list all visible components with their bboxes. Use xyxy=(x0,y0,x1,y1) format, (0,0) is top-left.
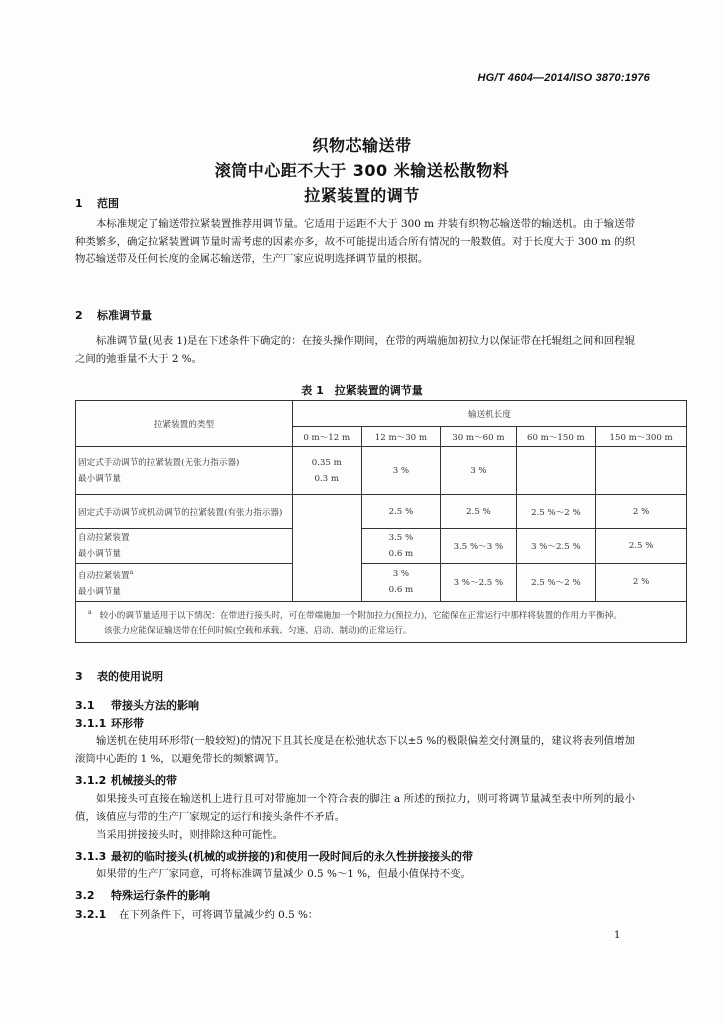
cell: 2.5 %～2 % xyxy=(516,564,596,602)
section-title: 带接头方法的影响 xyxy=(111,699,199,712)
section-title: 范围 xyxy=(97,197,119,210)
section-3-1-1-heading xyxy=(75,715,144,731)
footnote-1 xyxy=(82,605,680,624)
cell: 2.5 % xyxy=(361,495,441,529)
cell: 2.5 % xyxy=(441,495,516,529)
table-caption: 表 1 拉紧装置的调节量 xyxy=(301,384,423,397)
header-length: 输送机长度 xyxy=(292,401,686,427)
type-text: 自动拉紧装置 xyxy=(78,570,130,581)
section-title: 标准调节量 xyxy=(97,309,152,322)
section-1-heading xyxy=(75,195,119,211)
section-3-2-1-line xyxy=(75,906,318,921)
section-number: 1 xyxy=(75,197,83,210)
cell: 2.5 % xyxy=(596,529,687,564)
section-3-1-heading xyxy=(75,697,199,713)
cell: 2.5 %～2 % xyxy=(516,495,596,529)
title-line-2: 滚筒中心距不大于 300 米输送松散物料 xyxy=(214,161,510,180)
header-type: 拉紧装置的类型 xyxy=(76,401,293,447)
standard-code: HG/T 4604—2014/ISO 3870:1976 xyxy=(477,72,650,84)
section-title: 环形带 xyxy=(111,717,144,730)
section-3-1-2-heading xyxy=(75,772,177,788)
adjustment-table xyxy=(75,400,687,643)
table-row xyxy=(76,447,687,495)
table-row xyxy=(76,495,687,529)
header-range-2: 12 m～30 m xyxy=(361,427,441,447)
section-number: 2 xyxy=(75,309,83,322)
section-3-1-1-paragraph: 输送机在使用环形带(一般较短)的情况下且其长度是在松弛状态下以±5 %的极限偏差交付测量的，建议将表列值增加滚筒中心距的 1 %，以避免带长的频繁调节。 xyxy=(75,735,635,765)
sub-label: 最小调节量 xyxy=(78,473,121,484)
cell-value: 0.35 m xyxy=(311,457,342,468)
sub-label: 最小调节量 xyxy=(78,549,121,559)
cell: 3 %～2.5 % xyxy=(441,564,516,602)
header-range-4: 60 m～150 m xyxy=(516,427,596,447)
cell: 2 % xyxy=(596,495,687,529)
section-title: 表的使用说明 xyxy=(97,670,163,683)
cell xyxy=(292,447,361,495)
footnote-mark: a xyxy=(129,569,134,576)
section-number: 3.1.1 xyxy=(75,717,107,730)
cell: 3 % xyxy=(361,447,441,495)
footnote-2: 该张力应能保证输送带在任何时候(空载和承载、匀速、启动、制动)的正常运行。 xyxy=(104,625,412,636)
section-title: 特殊运行条件的影响 xyxy=(111,889,210,902)
cell: 3 % xyxy=(441,447,516,495)
section-number: 3.1.3 xyxy=(75,850,107,863)
type-label: 固定式手动调节的拉紧装置(无张力指示器) xyxy=(78,457,240,468)
table-footnote-row xyxy=(76,601,687,642)
section-3-1-3-paragraph: 如果带的生产厂家同意，可将标准调节量减少 0.5 %～1 %，但最小值保持不变。 xyxy=(96,868,471,880)
cell xyxy=(596,447,687,495)
cell xyxy=(361,564,441,602)
section-2-paragraph: 标准调节量(见表 1)是在下述条件下确定的：在接头操作期间，在带的两端施加初拉力以保证带在托辊组之间和回程辊之间的弛垂量不大于 2 %。 xyxy=(75,335,635,365)
section-text: 在下列条件下，可将调节量减少约 0.5 %： xyxy=(119,909,319,921)
cell: 3 %～2.5 % xyxy=(516,529,596,564)
section-number: 3 xyxy=(75,670,83,683)
cell: 3.5 %～3 % xyxy=(441,529,516,564)
section-3-heading xyxy=(75,668,163,684)
cell-value: 0.3 m xyxy=(314,473,340,484)
title-line-1: 织物芯输送带 xyxy=(312,136,412,155)
section-1-paragraph: 本标准规定了输送带拉紧装置推荐用调节量。它适用于运距不大于 300 m 并装有织物芯输送带的输送机。由于输送带种类繁多，确定拉紧装置调节量时需考虑的因素亦多，故不可能提出适合所有情况的一般数值。对于长度大于 300 m 的织物芯输送带及任何长度的金属芯输送带，生产厂家应说明选择调节量的根据。 xyxy=(75,218,635,265)
section-3-1-3-heading xyxy=(75,848,473,864)
row-type xyxy=(76,564,293,602)
table-row xyxy=(76,529,687,564)
cell-value: 3.5 % xyxy=(388,533,414,543)
row-type: 固定式手动调节或机动调节的拉紧装置(有张力指示器) xyxy=(76,495,293,529)
section-3-2-heading xyxy=(75,887,210,903)
row-type xyxy=(76,529,293,564)
section-3-1-2-paragraph-2: 当采用拼接接头时，则排除这种可能性。 xyxy=(96,829,284,841)
section-number: 3.1.2 xyxy=(75,774,107,787)
type-label: 自动拉紧装置 xyxy=(78,533,130,543)
cell: 2 % xyxy=(596,564,687,602)
cell-value: 0.6 m xyxy=(388,549,414,559)
title-line-3: 拉紧装置的调节 xyxy=(304,186,420,205)
header-range-1: 0 m～12 m xyxy=(292,427,361,447)
section-3-1-2-paragraph-1: 如果接头可直接在输送机上进行且可对带施加一个符合表的脚注 a 所述的预拉力，则可将调节量减至表中所列的最小值，该值应与带的生产厂家规定的运行和接头条件不矛盾。 xyxy=(75,793,635,823)
cell xyxy=(516,447,596,495)
row-type xyxy=(76,447,293,495)
table-row xyxy=(76,564,687,602)
table-footnote xyxy=(76,601,687,642)
section-2-heading xyxy=(75,307,152,323)
sub-label: 最小调节量 xyxy=(78,586,121,597)
section-number: 3.2 xyxy=(75,889,95,902)
section-title: 机械接头的带 xyxy=(111,774,177,787)
section-title: 最初的临时接头(机械的或拼接的)和使用一段时间后的永久性拼接接头的带 xyxy=(111,850,474,863)
section-number: 3.2.1 xyxy=(75,908,107,921)
footnote-text: 较小的调节量适用于以下情况：在带进行接头时，可在带端施加一个附加拉力(预拉力)，它能保在正常运行中那样将装置的作用力平衡掉。 xyxy=(99,610,622,621)
header-range-3: 30 m～60 m xyxy=(441,427,516,447)
type-label xyxy=(78,565,290,584)
cell-value: 3 % xyxy=(392,569,410,580)
cell xyxy=(292,495,361,602)
cell-value: 0.6 m xyxy=(388,585,414,596)
cell xyxy=(361,529,441,564)
section-number: 3.1 xyxy=(75,699,95,712)
header-range-5: 150 m～300 m xyxy=(596,427,687,447)
page-number: 1 xyxy=(614,930,621,941)
footnote-mark: a xyxy=(88,608,92,616)
